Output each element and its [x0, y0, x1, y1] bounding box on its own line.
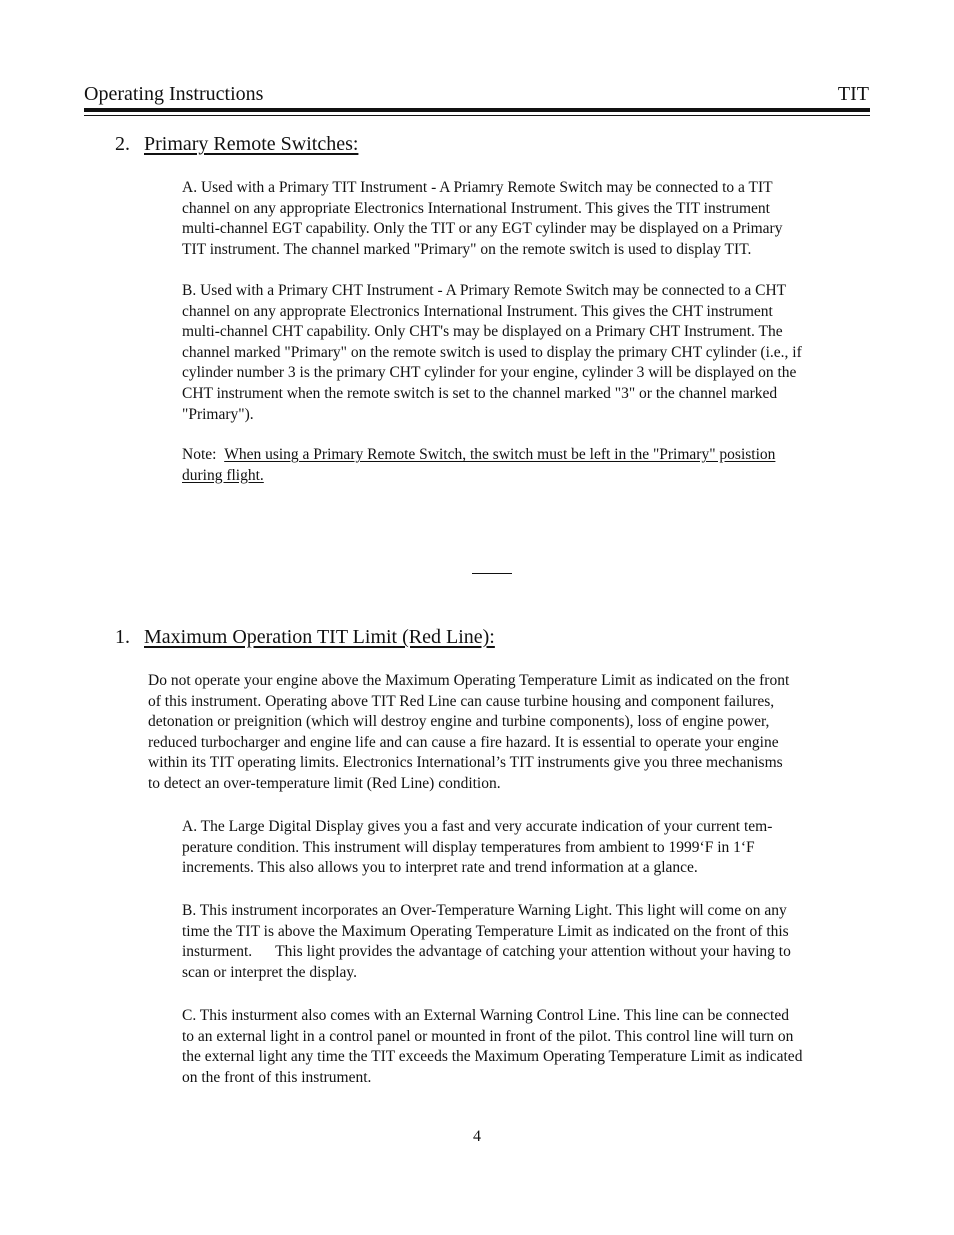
section-2-number: 2. — [115, 133, 130, 155]
text-line: C. This insturment also comes with an External Warning Control Line. This line can be connected — [182, 1007, 789, 1024]
text-line: perature condition. This instrument will display temperatures from ambient to 1999‘F in 1‘F — [182, 838, 755, 856]
text-line: of this instrument. Operating above TIT Red Line can cause turbine housing and component failures, — [148, 692, 775, 710]
text-line: channel on any appropriate Electronics International Instrument. This gives the TIT instrument — [182, 199, 770, 217]
section-2-title: Primary Remote Switches: — [144, 133, 359, 155]
text-line: within its TIT operating limits. Electronics International’s TIT instruments give you three mechanisms — [148, 754, 783, 772]
section-2-para-b — [182, 281, 874, 425]
text-line: channel marked "Primary" on the remote switch is used to display the primary CHT cylinder (i.e., if — [182, 343, 802, 361]
text-line: time the TIT is above the Maximum Operating Temperature Limit as indicated on the front of this — [182, 922, 789, 940]
text-line: "Primary"). — [182, 405, 254, 423]
text-line: TIT instrument. The channel marked "Primary" on the remote switch is used to display TIT. — [182, 240, 752, 258]
header-product: TIT — [837, 83, 869, 105]
text-line: Do not operate your engine above the Maximum Operating Temperature Limit as indicated on the front — [148, 672, 790, 689]
text-line: insturment. This light provides the advantage of catching your attention without your having to — [182, 943, 791, 961]
section-1-intro — [148, 671, 864, 795]
text-line: A. Used with a Primary TIT Instrument - A Priamry Remote Switch may be connected to a TIT — [182, 179, 773, 196]
section-2-para-a — [182, 178, 874, 260]
section-1-para-a — [182, 817, 874, 879]
text-line: cylinder number 3 is the primary CHT cylinder for your engine, cylinder 3 will be displayed on the — [182, 364, 797, 382]
page-number: 4 — [473, 1128, 481, 1145]
note-line — [182, 445, 874, 466]
section-1-title: Maximum Operation TIT Limit (Red Line): — [144, 626, 495, 648]
section-divider — [472, 573, 512, 574]
text-line: B. This instrument incorporates an Over-Temperature Warning Light. This light will come on any — [182, 902, 787, 919]
text-line: multi-channel CHT capability. Only CHT's may be displayed on a Primary CHT Instrument. The — [182, 323, 783, 341]
text-line: channel on any approprate Electronics International Instrument. This gives the CHT instrument — [182, 302, 773, 320]
header-title: Operating Instructions — [84, 83, 264, 105]
header-rule-thin — [84, 115, 870, 116]
section-2-note — [182, 445, 874, 486]
text-line: detonation or preignition (which will destroy engine and turbine components), loss of engine power, — [148, 713, 770, 731]
note-text-continued: during flight. — [182, 466, 264, 484]
text-line: scan or interpret the display. — [182, 963, 358, 981]
text-line: A. The Large Digital Display gives you a fast and very accurate indication of your current tem- — [182, 818, 773, 835]
header-rule-thick — [84, 108, 870, 112]
text-line: reduced turbocharger and engine life and can cause a fire hazard. It is essential to operate your engine — [148, 733, 779, 751]
section-1-number: 1. — [115, 626, 130, 648]
text-line: the external light any time the TIT exceeds the Maximum Operating Temperature Limit as indicated — [182, 1048, 803, 1066]
text-line: to detect an over-temperature limit (Red Line) condition. — [148, 774, 501, 792]
text-line: multi-channel EGT capability. Only the TIT or any EGT cylinder may be displayed on a Primary — [182, 220, 783, 238]
text-line: B. Used with a Primary CHT Instrument - A Primary Remote Switch may be connected to a CHT — [182, 282, 787, 299]
note-label: Note: — [182, 446, 217, 463]
text-line: on the front of this instrument. — [182, 1068, 372, 1086]
text-line: CHT instrument when the remote switch is set to the channel marked "3" or the channel marked — [182, 384, 778, 402]
section-1-para-b — [182, 901, 874, 983]
section-1-para-c — [182, 1006, 874, 1088]
text-line: to an external light in a control panel or mounted in front of the pilot. This control line will turn on — [182, 1027, 794, 1045]
text-line: increments. This also allows you to interpret rate and trend information at a glance. — [182, 859, 698, 877]
note-text: When using a Primary Remote Switch, the switch must be left in the "Primary" posistion — [224, 446, 776, 463]
